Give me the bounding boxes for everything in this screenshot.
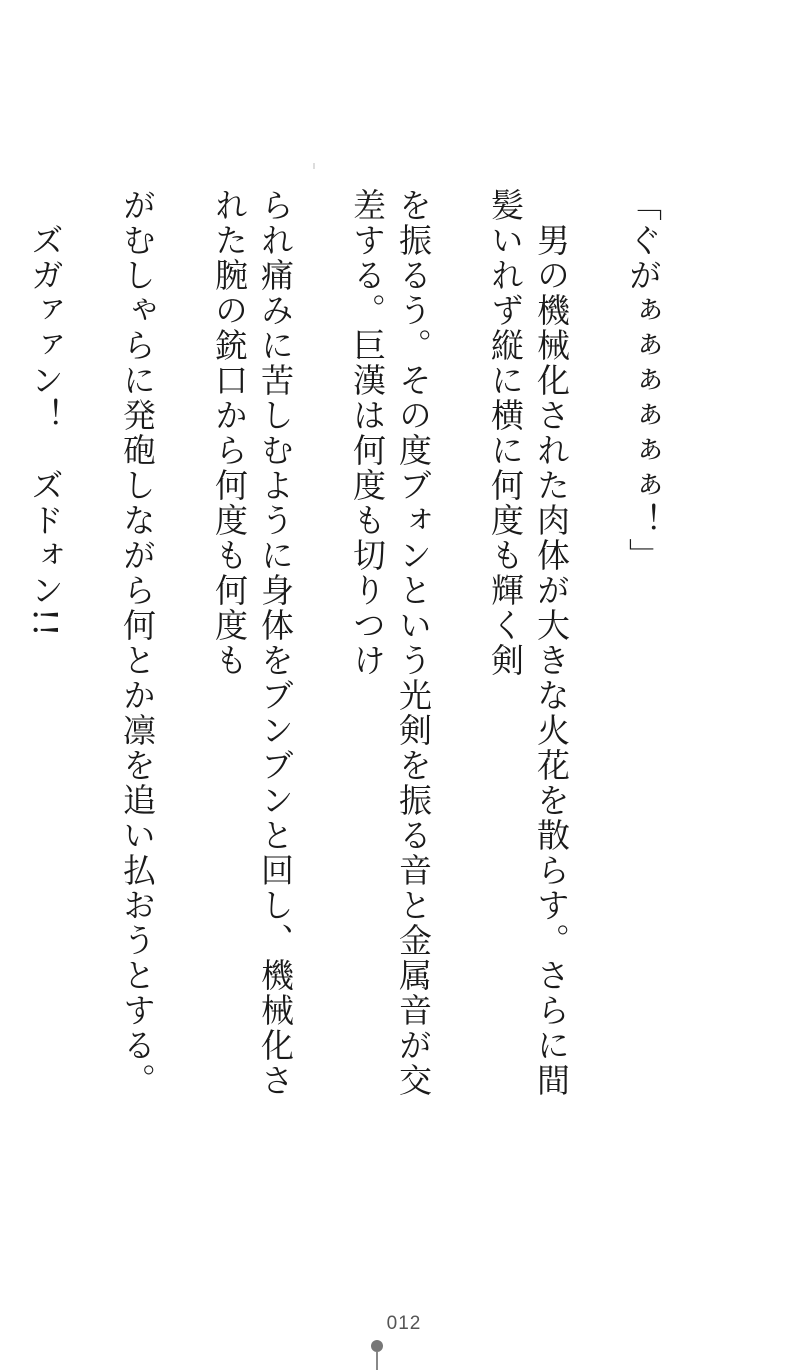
text-line: 男の機械化された肉体が大きな火花を散らす。さらに間髪いれず縦に横に何度も輝く剣: [486, 188, 571, 1098]
page-marker-dot-icon: [371, 1340, 383, 1352]
text-line: がむしゃらに発砲しながら何とか凛を追い払おうとする。: [118, 188, 157, 1098]
text-line: を振るう。その度ブォンという光剣を振る音と金属音が交差する。巨漢は何度も切りつけ: [348, 188, 433, 1098]
text-line: ズガァァン！ ズドォン!!: [26, 188, 65, 639]
page-marker-line: [376, 1352, 378, 1370]
page-guide-mark: [313, 163, 315, 169]
text-line: られ痛みに苦しむように身体をブンブンと回し、機械化された腕の銃口から何度も何度も: [210, 188, 295, 1098]
page-number: 012: [386, 1313, 422, 1334]
text-line: 「ぐがぁぁぁぁぁぁ！」: [624, 188, 663, 573]
vertical-text-body: [26, 188, 712, 1108]
